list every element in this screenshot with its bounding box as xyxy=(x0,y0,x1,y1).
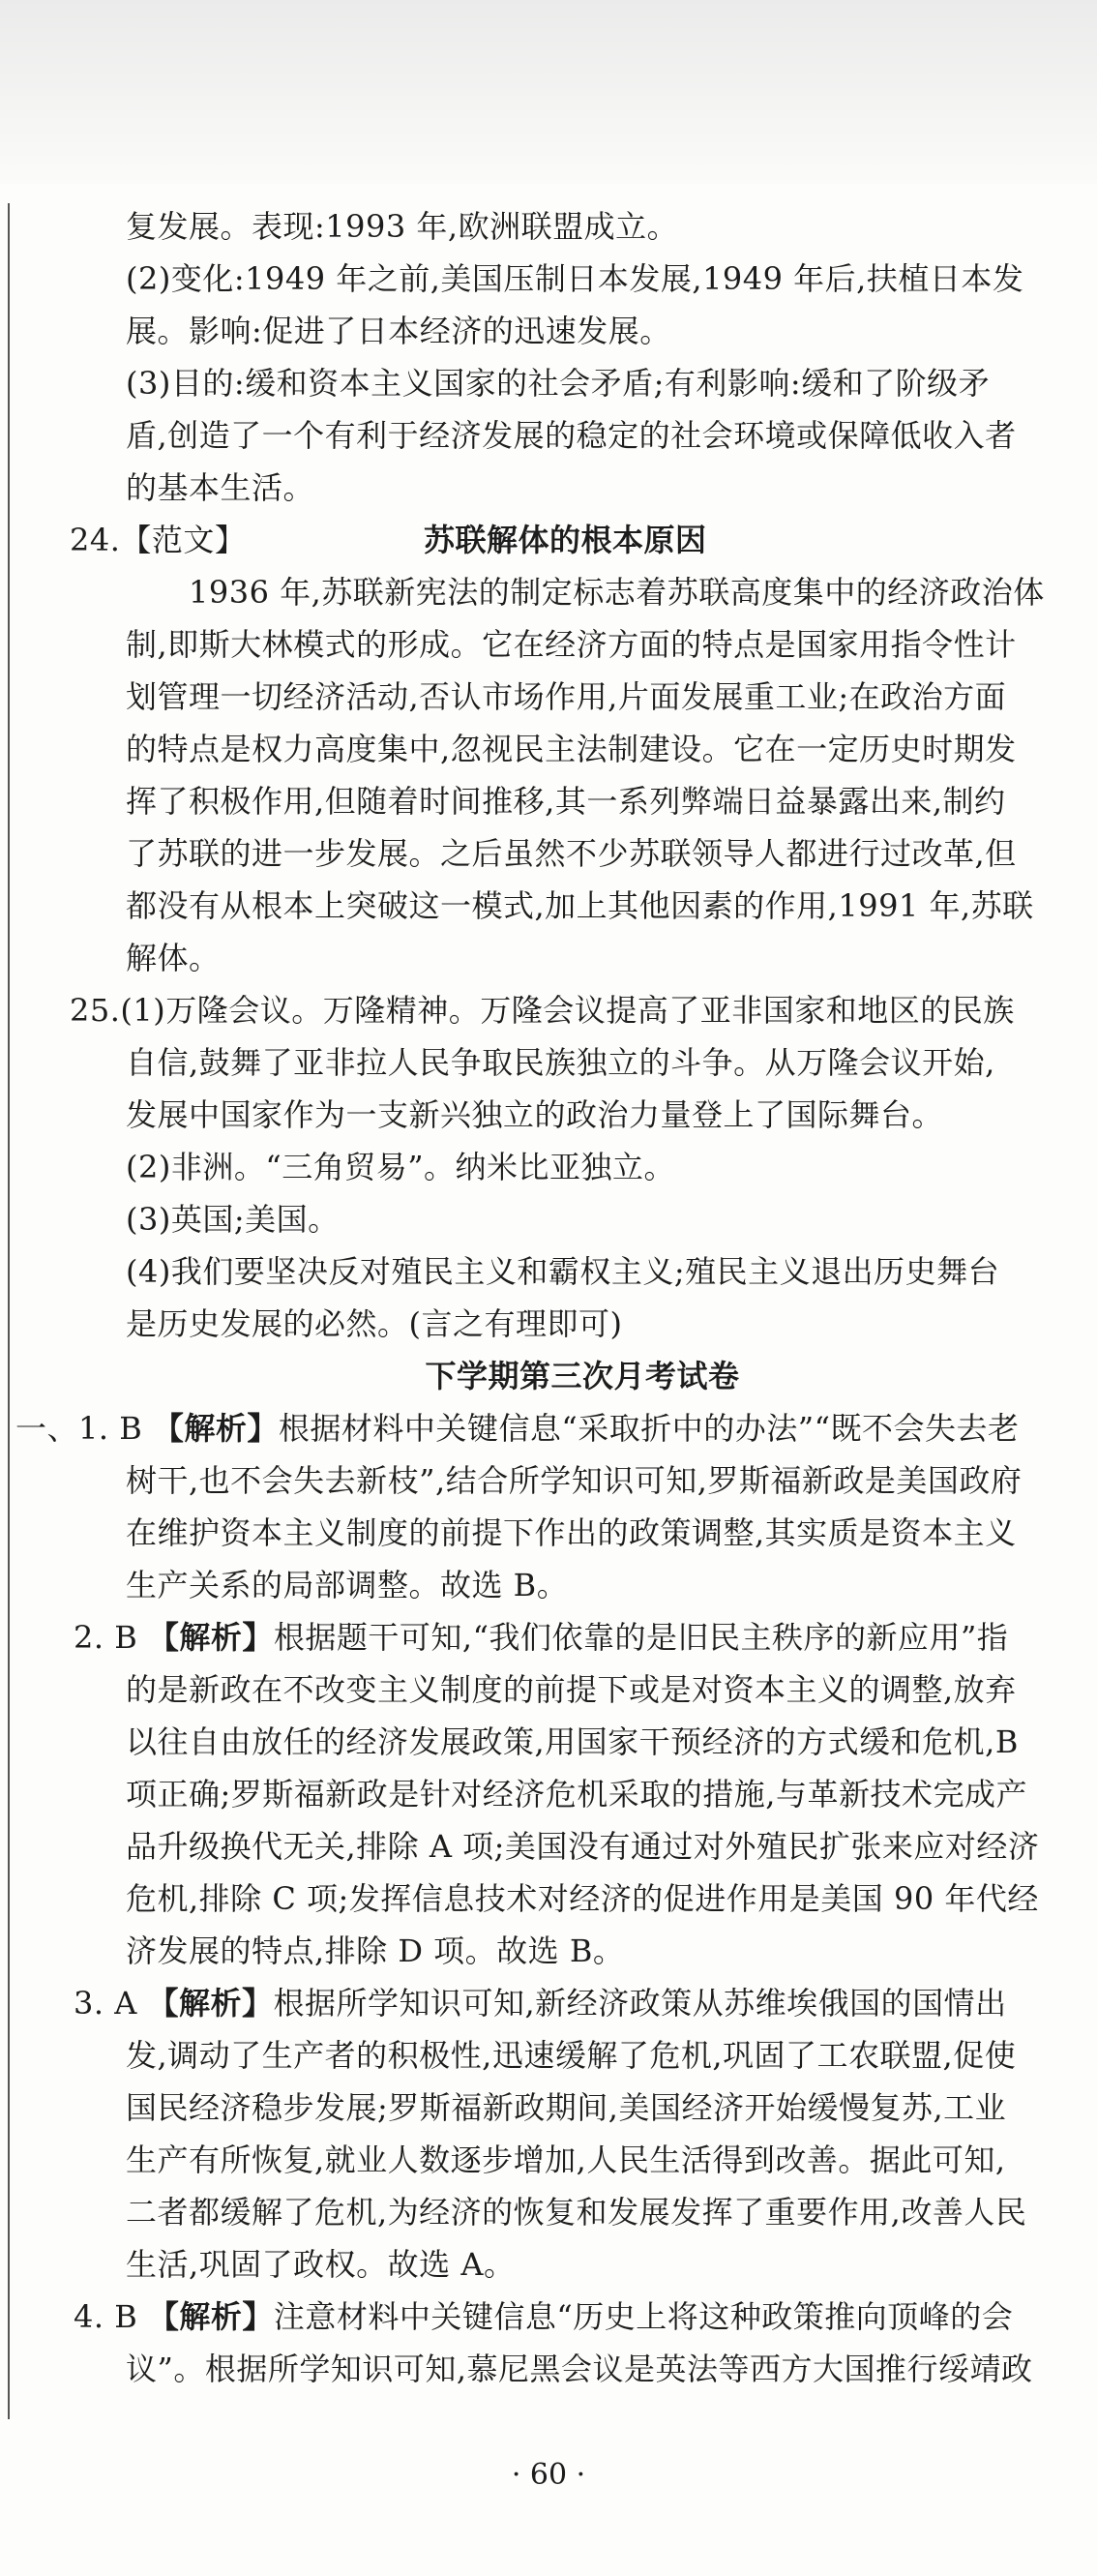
text-line: (3)目的:缓和资本主义国家的社会矛盾;有利影响:缓和了阶级矛 xyxy=(126,365,991,402)
answer-2 xyxy=(0,1611,1097,1663)
answer-line: 的是新政在不改变主义制度的前提下或是对资本主义的调整,放弃 xyxy=(126,1671,1017,1708)
q25-line: (3)英国;美国。 xyxy=(126,1201,340,1238)
answer-line: 树干,也不会失去新枝”,结合所学知识可知,罗斯福新政是美国政府 xyxy=(126,1462,1023,1499)
essay-line: 划管理一切经济活动,否认市场作用,片面发展重工业;在政治方面 xyxy=(126,678,1007,715)
text-line: (2)变化:1949 年之前,美国压制日本发展,1949 年后,扶植日本发 xyxy=(126,260,1024,297)
answer-line: 生产关系的局部调整。故选 B。 xyxy=(126,1567,569,1603)
answer-1 xyxy=(0,1402,1097,1454)
answer-3 xyxy=(0,1977,1097,2029)
analysis-tag: 【解析】 xyxy=(147,1619,274,1656)
document-page xyxy=(0,200,1097,2395)
answer-line: 二者都缓解了危机,为经济的恢复和发展发挥了重要作用,改善人民 xyxy=(126,2194,1027,2231)
scan-top-shade xyxy=(0,0,1097,184)
answer-line: 危机,排除 C 项;发挥信息技术对经济的促进作用是美国 90 年代经 xyxy=(126,1880,1039,1917)
answer-line: 议”。根据所学知识可知,慕尼黑会议是英法等西方大国推行绥靖政 xyxy=(126,2351,1033,2387)
analysis-tag: 【解析】 xyxy=(147,1985,274,2022)
analysis-tag: 【解析】 xyxy=(152,1410,279,1447)
answer-text: 注意材料中关键信息“历史上将这种政策推向顶峰的会 xyxy=(273,2298,1014,2335)
answer-line: 项正确;罗斯福新政是针对经济危机采取的措施,与革新技术完成产 xyxy=(126,1776,1027,1812)
q25-line: 发展中国家作为一支新兴独立的政治力量登上了国际舞台。 xyxy=(126,1096,944,1133)
q25-line: 是历史发展的必然。(言之有理即可) xyxy=(126,1305,623,1342)
q24-label: 24.【范文】 xyxy=(70,522,247,558)
q24-header xyxy=(0,514,1097,566)
answer-line: 生活,巩固了政权。故选 A。 xyxy=(126,2246,516,2283)
answer-text: 根据所学知识可知,新经济政策从苏维埃俄国的国情出 xyxy=(273,1985,1007,2022)
essay-line: 了苏联的进一步发展。之后虽然不少苏联领导人都进行过改革,但 xyxy=(126,835,1017,872)
answer-4 xyxy=(0,2291,1097,2343)
answer-number: 一、1. B xyxy=(15,1410,143,1447)
page-number: · 60 · xyxy=(511,2458,586,2492)
answer-number: 3. A xyxy=(74,1985,137,2022)
q25-line: 25.(1)万隆会议。万隆精神。万隆会议提高了亚非国家和地区的民族 xyxy=(70,992,1015,1029)
answer-line: 国民经济稳步发展;罗斯福新政期间,美国经济开始缓慢复苏,工业 xyxy=(126,2089,1007,2126)
answer-number: 4. B xyxy=(74,2298,138,2335)
text-line: 复发展。表现:1993 年,欧洲联盟成立。 xyxy=(126,208,679,245)
text-line: 的基本生活。 xyxy=(126,469,315,506)
essay-line: 解体。 xyxy=(126,940,221,976)
analysis-tag: 【解析】 xyxy=(147,2298,274,2335)
essay-line: 制,即斯大林模式的形成。它在经济方面的特点是国家用指令性计 xyxy=(126,626,1017,663)
q24-title: 苏联解体的根本原因 xyxy=(424,522,707,558)
text-line: 盾,创造了一个有利于经济发展的稳定的社会环境或保障低收入者 xyxy=(126,417,1017,454)
q25-line: (2)非洲。“三角贸易”。纳米比亚独立。 xyxy=(126,1149,676,1185)
answer-line: 在维护资本主义制度的前提下作出的政策调整,其实质是资本主义 xyxy=(126,1514,1017,1551)
answer-line: 以往自由放任的经济发展政策,用国家干预经济的方式缓和危机,B xyxy=(126,1723,1019,1760)
answer-line: 品升级换代无关,排除 A 项;美国没有通过对外殖民扩张来应对经济 xyxy=(126,1828,1040,1865)
answer-number: 2. B xyxy=(74,1619,138,1656)
q25-line: (4)我们要坚决反对殖民主义和霸权主义;殖民主义退出历史舞台 xyxy=(126,1253,1000,1290)
essay-line: 的特点是权力高度集中,忽视民主法制建设。它在一定历史时期发 xyxy=(126,731,1017,767)
answer-line: 发,调动了生产者的积极性,迅速缓解了危机,巩固了工农联盟,促使 xyxy=(126,2037,1017,2074)
text-line: 展。影响:促进了日本经济的迅速发展。 xyxy=(126,313,671,349)
section-title: 下学期第三次月考试卷 xyxy=(425,1358,740,1394)
answer-line: 济发展的特点,排除 D 项。故选 B。 xyxy=(126,1932,625,1969)
essay-line: 挥了积极作用,但随着时间推移,其一系列弊端日益暴露出来,制约 xyxy=(126,783,1006,820)
answer-text: 根据题干可知,“我们依靠的是旧民主秩序的新应用”指 xyxy=(273,1619,1009,1656)
essay-line: 1936 年,苏联新宪法的制定标志着苏联高度集中的经济政治体 xyxy=(189,574,1045,611)
q25-line: 自信,鼓舞了亚非拉人民争取民族独立的斗争。从万隆会议开始, xyxy=(126,1044,995,1081)
essay-line: 都没有从根本上突破这一模式,加上其他因素的作用,1991 年,苏联 xyxy=(126,887,1034,924)
answer-text: 根据材料中关键信息“采取折中的办法”“既不会失去老 xyxy=(278,1410,1020,1447)
answer-line: 生产有所恢复,就业人数逐步增加,人民生活得到改善。据此可知, xyxy=(126,2142,1006,2178)
